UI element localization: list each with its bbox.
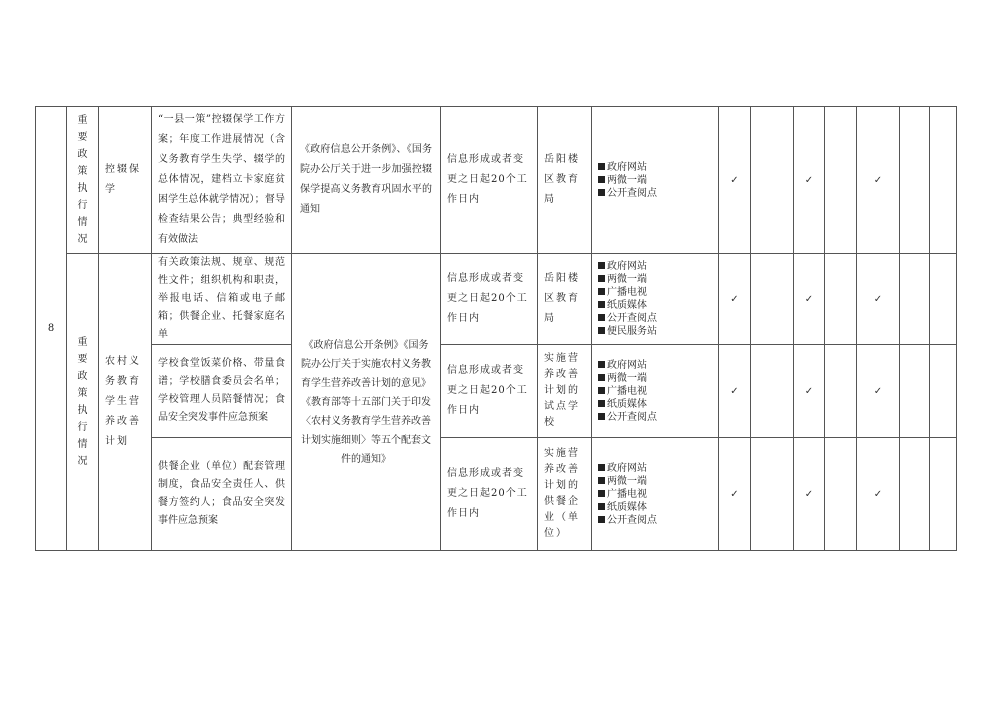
empty-cell [751,254,794,345]
channel-item: 两微一端 [598,174,714,187]
square-bullet-icon [598,189,605,196]
square-bullet-icon [598,301,605,308]
empty-cell [900,345,930,438]
channel-item: 政府网站 [598,260,714,273]
time-cell: 信息形成或者变更之日起20个工作日内 [441,438,538,551]
time-cell: 信息形成或者变更之日起20个工作日内 [441,345,538,438]
square-bullet-icon [598,275,605,282]
empty-cell [930,438,957,551]
empty-cell [930,345,957,438]
check-cell: ✓ [794,107,825,254]
category-cell: 重要政策执行情况 [67,254,99,551]
channel-item: 纸质媒体 [598,398,714,411]
empty-cell [900,438,930,551]
channel-list [592,254,719,345]
empty-cell [930,254,957,345]
channel-item: 公开查阅点 [598,411,714,424]
empty-cell [825,438,857,551]
square-bullet-icon [598,288,605,295]
channel-list [592,345,719,438]
table-row [36,438,957,551]
square-bullet-icon [598,327,605,334]
check-cell: ✓ [794,254,825,345]
channel-item: 纸质媒体 [598,501,714,514]
content-cell: 供餐企业（单位）配套管理制度，食品安全责任人、供餐方签约人；食品安全突发事件应急预案 [152,438,292,551]
square-bullet-icon [598,490,605,497]
square-bullet-icon [598,176,605,183]
agency-cell: 实施营养改善计划的试点学校 [538,345,592,438]
content-cell: 有关政策法规、规章、规范性文件；组织机构和职责，举报电话、信箱或电子邮箱；供餐企业、托餐家庭名单 [152,254,292,345]
channel-list [592,107,719,254]
category-cell: 重要政策执行情况 [67,107,99,254]
check-cell: ✓ [719,107,751,254]
agency-cell: 岳阳楼区教育局 [538,107,592,254]
channel-item: 纸质媒体 [598,299,714,312]
channel-item: 广播电视 [598,488,714,501]
empty-cell [751,345,794,438]
square-bullet-icon [598,516,605,523]
channel-item: 政府网站 [598,359,714,372]
channel-item: 政府网站 [598,462,714,475]
square-bullet-icon [598,464,605,471]
check-cell: ✓ [794,345,825,438]
channel-item: 便民服务站 [598,325,714,338]
empty-cell [930,107,957,254]
square-bullet-icon [598,477,605,484]
channel-item: 两微一端 [598,372,714,385]
square-bullet-icon [598,503,605,510]
subject-cell: 控辍保学 [99,107,152,254]
square-bullet-icon [598,314,605,321]
empty-cell [825,345,857,438]
time-cell: 信息形成或者变更之日起20个工作日内 [441,107,538,254]
check-cell: ✓ [857,438,900,551]
empty-cell [900,254,930,345]
square-bullet-icon [598,400,605,407]
subject-cell: 农村义务教育学生营养改善计划 [99,254,152,551]
channel-item: 两微一端 [598,273,714,286]
channel-item: 广播电视 [598,286,714,299]
square-bullet-icon [598,413,605,420]
channel-list [592,438,719,551]
square-bullet-icon [598,262,605,269]
content-cell: 学校食堂饭菜价格、带量食谱；学校膳食委员会名单；学校管理人员陪餐情况；食品安全突发事件应急预案 [152,345,292,438]
empty-cell [825,254,857,345]
square-bullet-icon [598,163,605,170]
square-bullet-icon [598,361,605,368]
seq-cell: 8 [36,107,67,551]
empty-cell [900,107,930,254]
empty-cell [751,107,794,254]
check-cell: ✓ [857,107,900,254]
agency-cell: 实施营养改善计划的供餐企业（单位） [538,438,592,551]
square-bullet-icon [598,387,605,394]
channel-item: 广播电视 [598,385,714,398]
empty-cell [751,438,794,551]
table-row [36,345,957,438]
basis-cell: 《政府信息公开条例》《国务院办公厅关于实施农村义务教育学生营养改善计划的意见》《教育部等十五部门关于印发〈农村义务教育学生营养改善计划实施细则〉等五个配套文件的通知》 [292,254,441,551]
square-bullet-icon [598,374,605,381]
channel-item: 公开查阅点 [598,312,714,325]
basis-cell: 《政府信息公开条例》、《国务院办公厅关于进一步加强控辍保学提高义务教育巩固水平的通知 [292,107,441,254]
time-cell: 信息形成或者变更之日起20个工作日内 [441,254,538,345]
check-cell: ✓ [719,438,751,551]
channel-item: 政府网站 [598,161,714,174]
check-cell: ✓ [719,345,751,438]
channel-item: 公开查阅点 [598,514,714,527]
agency-cell: 岳阳楼区教育局 [538,254,592,345]
table-row [36,107,957,254]
check-cell: ✓ [794,438,825,551]
check-cell: ✓ [857,345,900,438]
disclosure-table [35,106,957,551]
empty-cell [825,107,857,254]
content-cell: “一县一策”控辍保学工作方案；年度工作进展情况（含义务教育学生失学、辍学的总体情况，建档立卡家庭贫困学生总体就学情况）；督导检查结果公告；典型经验和有效做法 [152,107,292,254]
channel-item: 两微一端 [598,475,714,488]
check-cell: ✓ [857,254,900,345]
channel-item: 公开查阅点 [598,187,714,200]
table-row [36,254,957,345]
check-cell: ✓ [719,254,751,345]
